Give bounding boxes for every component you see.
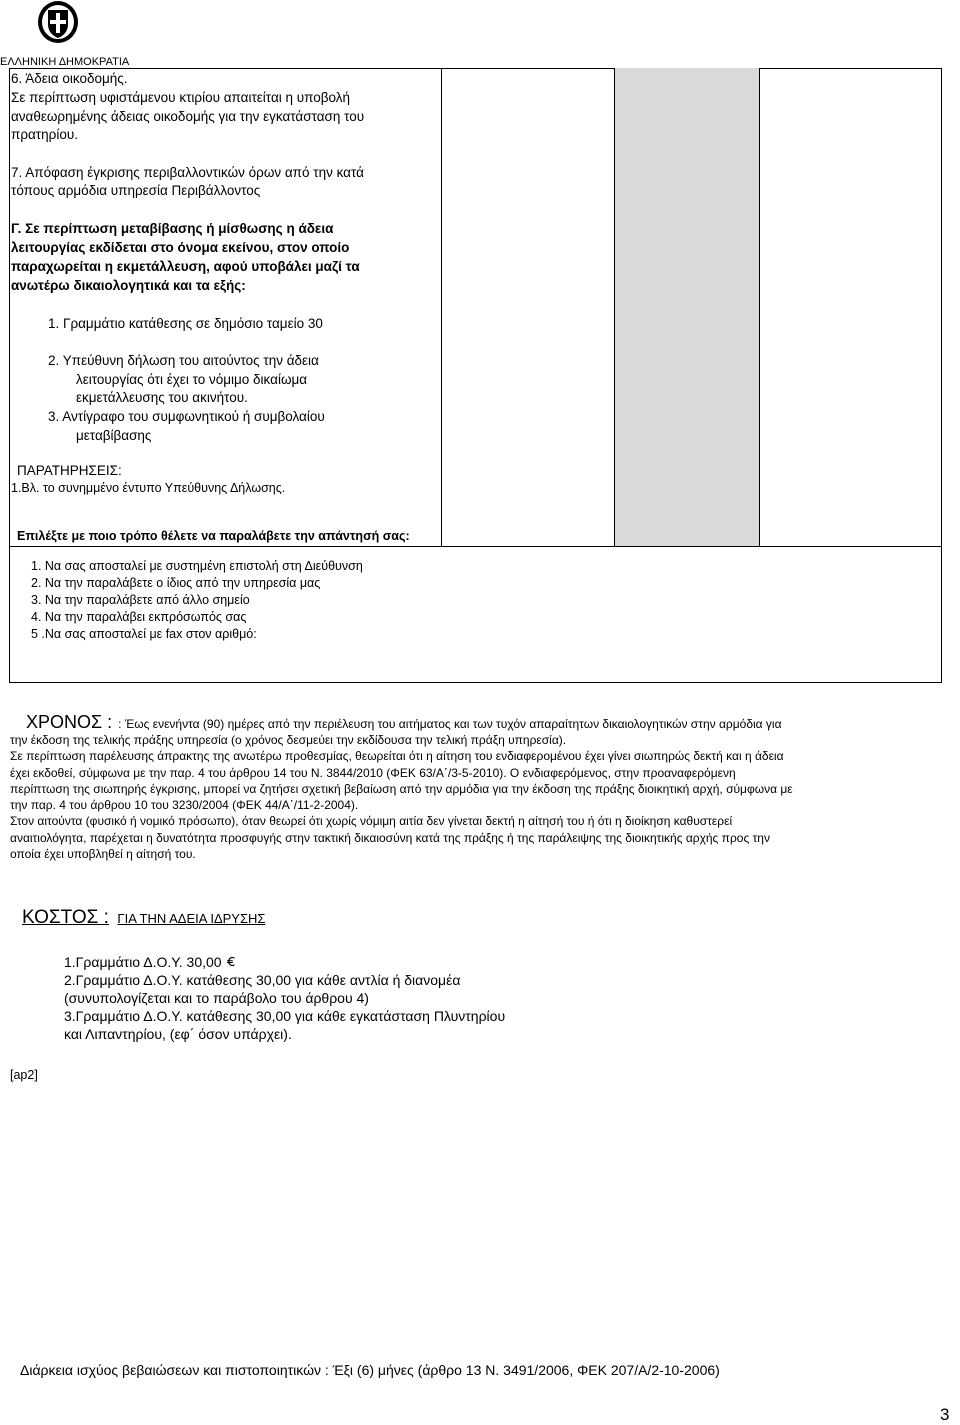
time-label: ΧΡΟΝΟΣ : bbox=[26, 712, 113, 732]
delivery-option: 2. Να την παραλάβετε ο ίδιος από την υπηρεσία μας bbox=[31, 576, 321, 590]
delivery-option: 5 .Να σας αποσταλεί με fax στον αριθμό: bbox=[31, 627, 257, 641]
section-g-line: ανωτέρω δικαιολογητικά και τα εξής: bbox=[11, 278, 246, 293]
time-line: Σε περίπτωση παρέλευσης άπρακτης της ανωτέρω προθεσμίας, θεωρείται ότι η αίτηση του ενδιαφερομένου έχει γίνει σιωπηρώς δεκτή και η άδεια bbox=[10, 749, 784, 764]
fee-item: και Λιπαντηρίου, (εφ΄ όσον υπάρχει). bbox=[64, 1026, 292, 1042]
delivery-option: 1. Να σας αποσταλεί με συστημένη επιστολή στη Διεύθυνση bbox=[31, 559, 363, 573]
delivery-question: Επιλέξτε με ποιο τρόπο θέλετε να παραλάβετε την απάντησή σας: bbox=[17, 529, 410, 543]
section-g-line: λειτουργίας εκδίδεται στο όνομα εκείνου, στον οποίο bbox=[11, 240, 350, 255]
g-item-1: 1. Γραμμάτιο κατάθεσης σε δημόσιο ταμείο 30 bbox=[48, 316, 323, 331]
time-line: περίπτωση της σιωπηρής έγκρισης, μπορεί να ζητήσει σχετική βεβαίωση από την αρμόδια για την έκδοση της πράξης διοικητική αρχή, σύμφωνα με bbox=[10, 781, 793, 796]
item6-line: αναθεωρημένης άδειας οικοδομής για την εγκατάσταση του bbox=[11, 109, 365, 124]
time-line: Στον αιτούντα (φυσικό ή νομικό πρόσωπο), όταν θεωρεί ότι χωρίς νόμιμη αιτία δεν γίνεται δεκτή η αίτησή του ή ότι η διοίκηση καθυστερεί bbox=[10, 814, 733, 829]
section-g-line: Γ. Σε περίπτωση μεταβίβασης ή μίσθωσης η άδεια bbox=[11, 221, 334, 236]
validity-note: Διάρκεια ισχύος βεβαιώσεων και πιστοποιητικών : Έξι (6) μήνες (άρθρο 13 Ν. 3491/2006, ΦΕΚ 207/Α/2-10-2006) bbox=[20, 1362, 720, 1378]
remarks-text: 1.Βλ. το συνημμένο έντυπο Υπεύθυνης Δήλωσης. bbox=[11, 481, 286, 495]
delivery-option: 4. Να την παραλάβει εκπρόσωπός σας bbox=[31, 610, 247, 624]
item6-line: πρατηρίου. bbox=[11, 127, 78, 142]
delivery-option: 3. Να την παραλάβετε από άλλο σημείο bbox=[31, 593, 250, 607]
column-separator bbox=[441, 68, 442, 546]
item6-title: 6. Άδεια οικοδομής. bbox=[11, 71, 128, 86]
time-section bbox=[10, 714, 955, 862]
g-item-2-cont: λειτουργίας ότι έχει το νόμιμο δικαίωμα bbox=[76, 372, 308, 387]
g-item-3: 3. Αντίγραφο του συμφωνητικού ή συμβολαίου bbox=[48, 409, 325, 424]
fee-item: 3.Γραμμάτιο Δ.Ο.Υ. κατάθεσης 30,00 για κάθε εγκατάσταση Πλυντηρίου bbox=[64, 1008, 506, 1024]
state-name: ΕΛΛΗΝΙΚΗ ΔΗΜΟΚΡΑΤΙΑ bbox=[0, 56, 130, 68]
time-line: την έκδοση της τελικής πράξης υπηρεσία (ο χρόνος δεσμεύει την εκδίδουσα την τελική πράξη υπηρεσία). bbox=[10, 733, 567, 747]
g-item-2: 2. Υπεύθυνη δήλωση του αιτούντος την άδεια bbox=[48, 353, 319, 368]
item6-line: Σε περίπτωση υφιστάμενου κτιρίου απαιτείται η υποβολή bbox=[11, 90, 351, 105]
row-separator bbox=[9, 546, 942, 547]
time-line: αναιτιολόγητα, παρέχεται η δυνατότητα προσφυγής στην τακτική δικαιοσύνη κατά της πράξης ή της παράλειψης της διοικητικής αρχής προς την bbox=[10, 830, 770, 845]
fee-list bbox=[64, 953, 505, 1043]
time-line: : Έως ενενήντα (90) ημέρες από την περιέλευση του αιτήματος και των τυχόν απαραίτητων δικαιολογητικών στην αρμόδια για bbox=[118, 717, 782, 731]
g-item-2-cont: εκμετάλλευσης του ακινήτου. bbox=[76, 390, 248, 405]
section-g-line: παραχωρείται η εκμετάλλευση, αφού υποβάλει μαζί τα bbox=[11, 259, 360, 274]
fee-item: (συνυπολογίζεται και το παράβολο του άρθρου 4) bbox=[64, 990, 369, 1006]
greek-coat-of-arms-icon bbox=[36, 0, 80, 44]
remarks-title: ΠΑΡΑΤΗΡΗΣΕΙΣ: bbox=[17, 463, 122, 478]
cost-section bbox=[22, 907, 265, 929]
shaded-column bbox=[614, 68, 760, 546]
time-line: την παρ. 4 του άρθρου 10 του 3230/2004 (ΦΕΚ 44/Α΄/11-2-2004). bbox=[10, 798, 359, 813]
g-item-3-cont: μεταβίβασης bbox=[76, 428, 152, 443]
fee-item: 2.Γραμμάτιο Δ.Ο.Υ. κατάθεσης 30,00 για κάθε αντλία ή διανομέα bbox=[64, 972, 461, 988]
cost-label: ΚΟΣΤΟΣ : bbox=[22, 907, 109, 928]
item7-line: τόπους αρμόδια υπηρεσία Περιβάλλοντος bbox=[11, 183, 261, 198]
time-line: έχει εκδοθεί, σύμφωνα με την παρ. 4 του άρθρου 14 του Ν. 3844/2010 (ΦΕΚ 63/Α΄/3-5-2010). Ο ενδιαφερόμενος, στην προαναφερόμενη bbox=[10, 765, 736, 780]
item7-line: 7. Απόφαση έγκρισης περιβαλλοντικών όρων από την κατά bbox=[11, 165, 364, 180]
page-number: 3 bbox=[940, 1405, 950, 1424]
annotation-tag: [ap2] bbox=[10, 1068, 38, 1082]
cost-subtitle: ΓΙΑ ΤΗΝ ΑΔΕΙΑ ΙΔΡΥΣΗΣ bbox=[117, 911, 266, 926]
euro-icon bbox=[226, 956, 236, 967]
time-line: οποία έχει υποβληθεί η αίτησή του. bbox=[10, 847, 196, 862]
fee-item: 1.Γραμμάτιο Δ.Ο.Υ. 30,00 bbox=[64, 953, 505, 971]
